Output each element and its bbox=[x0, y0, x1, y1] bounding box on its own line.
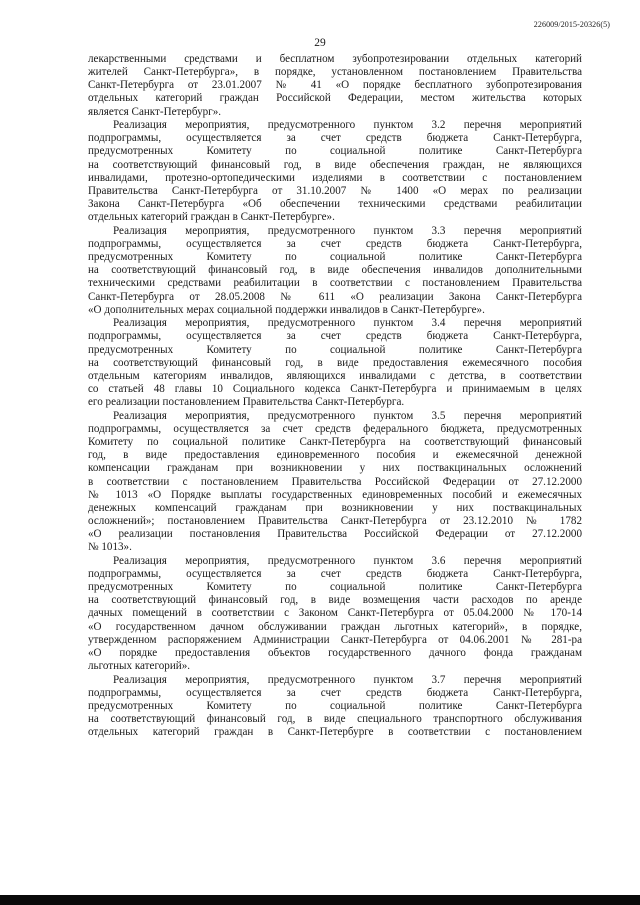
text-line: техническими средствами реабилитации в соответствии с постановлением Правительства bbox=[88, 277, 582, 290]
page-number: 29 bbox=[314, 37, 326, 49]
text-line: Реализация мероприятия, предусмотренного пунктом 3.7 перечня мероприятий bbox=[113, 673, 582, 686]
text-line: предусмотренных Комитету по социальной политике Санкт-Петербурга bbox=[88, 145, 582, 158]
text-line: компенсации гражданам при возникновении у них поствакцинальных осложнений bbox=[88, 462, 582, 475]
text-line: подпрограммы, осуществляется за счет средств федерального бюджета, предусмотренных bbox=[88, 422, 582, 435]
paragraph bbox=[88, 410, 582, 555]
text-line: отдельных категорий граждан Российской Федерации, местом жительства которых bbox=[88, 92, 582, 105]
paragraph bbox=[88, 317, 582, 409]
text-line: на соответствующий финансовый год, в виде обеспечения граждан, не являющихся bbox=[88, 158, 582, 171]
text-line: № 1013». bbox=[88, 541, 132, 554]
paragraph bbox=[88, 555, 582, 673]
text-line: денежных компенсаций гражданам при возникновении у них поствакцинальных bbox=[88, 501, 582, 514]
text-line: подпрограммы, осуществляется за счет средств бюджета Санкт-Петербурга, bbox=[88, 330, 582, 343]
text-line: подпрограммы, осуществляется за счет средств бюджета Санкт-Петербурга, bbox=[88, 132, 582, 145]
text-line: предусмотренных Комитету по социальной политике Санкт-Петербурга bbox=[88, 581, 582, 594]
text-line: жителей Санкт-Петербурга», в порядке, установленном постановлением Правительства bbox=[88, 66, 582, 79]
text-line: инвалидами, протезно-ортопедическими изделиями в соответствии с постановлением bbox=[88, 171, 582, 184]
text-line: подпрограммы, осуществляется за счет средств бюджета Санкт-Петербурга, bbox=[88, 237, 582, 250]
paragraph bbox=[88, 674, 582, 740]
text-line: льготных категорий». bbox=[88, 659, 191, 672]
document-body bbox=[88, 53, 582, 740]
text-line: «О дополнительных мерах социальной поддержки инвалидов в Санкт-Петербурге». bbox=[88, 303, 485, 316]
text-line: отдельных категорий граждан в Санкт-Петербурге в соответствии с постановлением bbox=[88, 726, 582, 739]
text-line: «О порядке предоставления объектов государственного дачного фонда гражданам bbox=[88, 646, 582, 659]
text-line: Правительства Санкт-Петербурга от 31.10.2007 № 1400 «О мерах по реализации bbox=[88, 184, 582, 197]
text-line: предусмотренных Комитету по социальной политике Санкт-Петербурга bbox=[88, 251, 582, 264]
text-line: Реализация мероприятия, предусмотренного пунктом 3.6 перечня мероприятий bbox=[113, 554, 582, 567]
paragraph bbox=[88, 119, 582, 224]
text-line: со статьей 48 главы 10 Социального кодекса Санкт-Петербурга и принимаемым в целях bbox=[88, 383, 582, 396]
scan-edge-bar bbox=[0, 895, 640, 905]
text-line: на соответствующий финансовый год, в виде возмещения части расходов по аренде bbox=[88, 594, 582, 607]
text-line: «О государственном дачном обслуживании граждан льготных категорий», в порядке, bbox=[88, 620, 582, 633]
document-id: 226009/2015-20326(5) bbox=[533, 20, 610, 29]
text-line: «О реализации постановления Правительства Российской Федерации от 27.12.2000 bbox=[88, 528, 582, 541]
text-line: № 1013 «О Порядке выплаты государственных единовременных пособий и ежемесячных bbox=[88, 488, 582, 501]
text-line: на соответствующий финансовый год, в виде обеспечения инвалидов дополнительными bbox=[88, 264, 582, 277]
text-line: предусмотренных Комитету по социальной политике Санкт-Петербурга bbox=[88, 699, 582, 712]
text-line: подпрограммы, осуществляется за счет средств бюджета Санкт-Петербурга, bbox=[88, 567, 582, 580]
text-line: Закона Санкт-Петербурга «Об обеспечении техническими средствами реабилитации bbox=[88, 198, 582, 211]
text-line: Санкт-Петербурга от 23.01.2007 № 41 «О порядке бесплатного зубопротезирования bbox=[88, 79, 582, 92]
text-line: является Санкт-Петербург». bbox=[88, 105, 222, 118]
text-line: год, в виде предоставления единовременного пособия и ежемесячной денежной bbox=[88, 449, 582, 462]
paragraph bbox=[88, 225, 582, 317]
text-line: утвержденном распоряжением Администрации Санкт-Петербурга от 04.06.2001 № 281-ра bbox=[88, 633, 582, 646]
text-line: Санкт-Петербурга от 28.05.2008 № 611 «О реализации Закона Санкт-Петербурга bbox=[88, 290, 582, 303]
paragraph bbox=[88, 53, 582, 119]
text-line: лекарственными средствами и бесплатном зубопротезировании отдельных категорий bbox=[88, 53, 582, 65]
text-line: Реализация мероприятия, предусмотренного пунктом 3.4 перечня мероприятий bbox=[113, 317, 582, 330]
text-line: его реализации постановлением Правительства Санкт-Петербурга. bbox=[88, 396, 405, 409]
text-line: Реализация мероприятия, предусмотренного пунктом 3.3 перечня мероприятий bbox=[113, 224, 582, 237]
text-line: в соответствии с постановлением Правительства Российской Федерации от 27.12.2000 bbox=[88, 475, 582, 488]
text-line: подпрограммы, осуществляется за счет средств бюджета Санкт-Петербурга, bbox=[88, 686, 582, 699]
text-line: отдельных категорий граждан в Санкт-Петербурге». bbox=[88, 211, 335, 224]
text-line: осложнений»; постановлением Правительства Санкт-Петербурга от 23.12.2010 № 1782 bbox=[88, 514, 582, 527]
text-line: на соответствующий финансовый год, в виде предоставления ежемесячного пособия bbox=[88, 356, 582, 369]
text-line: Комитету по социальной политике Санкт-Петербурга на соответствующий финансовый bbox=[88, 436, 582, 449]
text-line: дачных помещений в соответствии с Законом Санкт-Петербурга от 05.04.2000 № 170-14 bbox=[88, 607, 582, 620]
text-line: предусмотренных Комитету по социальной политике Санкт-Петербурга bbox=[88, 343, 582, 356]
text-line: отдельным категориям инвалидов, являющихся инвалидами с детства, в соответствии bbox=[88, 369, 582, 382]
text-line: на соответствующий финансовый год, в виде специального транспортного обслуживания bbox=[88, 713, 582, 726]
text-line: Реализация мероприятия, предусмотренного пунктом 3.5 перечня мероприятий bbox=[113, 409, 582, 422]
text-line: Реализация мероприятия, предусмотренного пунктом 3.2 перечня мероприятий bbox=[113, 119, 582, 132]
